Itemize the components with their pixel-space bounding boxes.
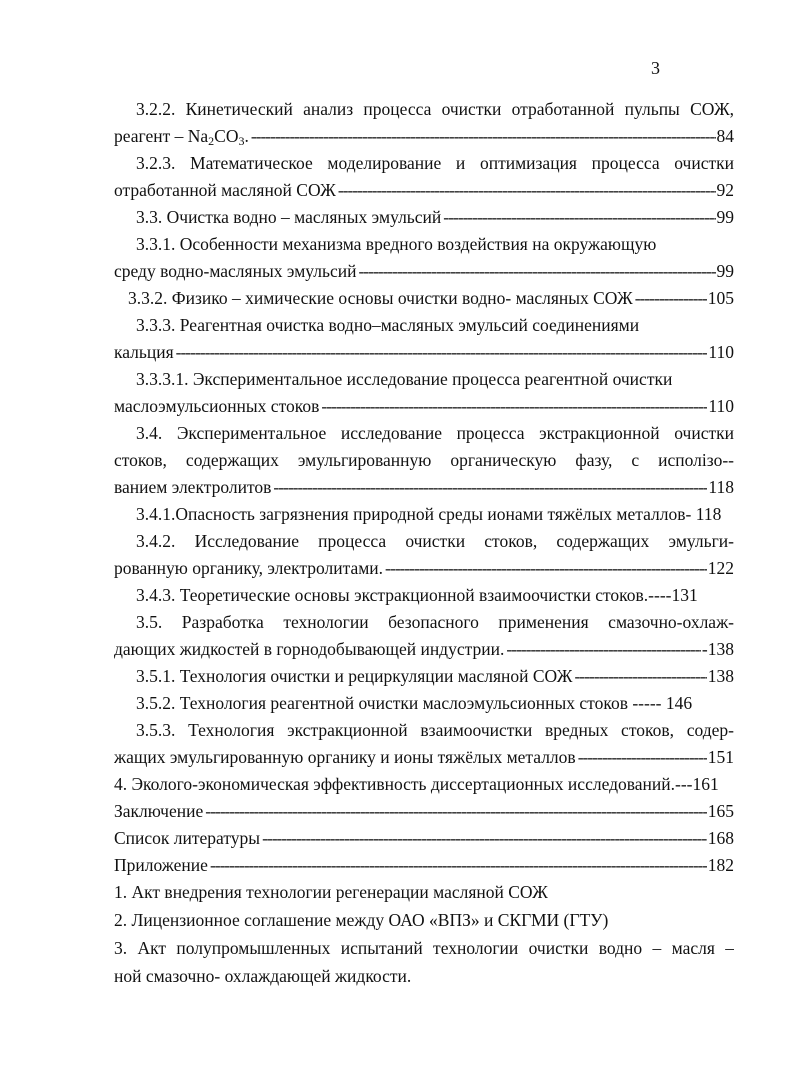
toc-entry-line — [114, 180, 734, 200]
page-number: 3 — [651, 58, 660, 78]
toc-page: 138 — [707, 666, 734, 686]
toc-entry-text: Приложение — [114, 855, 208, 875]
appendix-item: 1. Акт внедрения технологии регенерации масляной СОЖ — [114, 882, 548, 902]
toc-entry-line — [114, 774, 734, 794]
toc-entry-line — [114, 126, 734, 146]
appendix-item: ной смазочно- охлаждающей жидкости. — [114, 966, 412, 986]
toc-page: 110 — [708, 396, 734, 416]
toc-page: 84 — [716, 126, 734, 146]
toc-entry-line — [136, 693, 734, 713]
dot-leader — [273, 477, 707, 497]
toc-page: 110 — [708, 342, 734, 362]
toc-entry-line — [114, 747, 734, 767]
toc-page: 105 — [707, 288, 734, 308]
toc-entry-line: стоков, содержащих эмульгированную органическую фазу, с исполізо-- — [114, 450, 734, 470]
toc-entry-line — [114, 261, 734, 281]
toc-entry-text: реагент – $Na_2CO_3$. — [114, 126, 249, 146]
toc-entry-line: 3.5.3. Технология экстракционной взаимоочистки вредных стоков, содер- — [136, 720, 734, 740]
dot-leader — [578, 747, 707, 767]
toc-page: 165 — [707, 801, 734, 821]
toc-entry-text: 3.3. Очистка водно – масляных эмульсий — [136, 207, 442, 227]
toc-entry-text: 3.4.1.Опасность загрязнения природной среды ионами тяжёлых металлов- — [136, 504, 692, 524]
toc-entry-text: жащих эмульгированную органику и ионы тяжёлых металлов — [114, 747, 576, 767]
appendix-item: 3. Акт полупромышленных испытаний технологии очистки водно – масля – — [114, 938, 734, 958]
toc-page: 99 — [716, 261, 734, 281]
toc-entry-line: 3.2.2. Кинетический анализ процесса очистки отработанной пульпы СОЖ, — [136, 99, 734, 119]
dot-leader — [210, 855, 707, 875]
toc-entry-line — [136, 207, 734, 227]
dot-leader — [506, 639, 701, 659]
toc-page: -138 — [701, 639, 734, 659]
toc-entry-line — [114, 828, 734, 848]
toc-page: 131 — [671, 585, 698, 605]
dot-leader — [443, 207, 715, 227]
toc-page: 118 — [708, 477, 734, 497]
dot-leader — [321, 396, 707, 416]
toc-entry-line: 3.2.3. Математическое моделирование и оптимизация процесса очистки — [136, 153, 734, 173]
toc-entry-line: 3.4.2. Исследование процесса очистки стоков, содержащих эмульги- — [136, 531, 734, 551]
toc-page: 118 — [695, 504, 722, 524]
dot-leader — [635, 288, 707, 308]
toc-entry-text: маслоэмульсионных стоков — [114, 396, 320, 416]
toc-entry-line: 3.5. Разработка технологии безопасного применения смазочно-охлаж- — [136, 612, 734, 632]
toc-entry-text: кальция — [114, 342, 174, 362]
toc-entry-line — [136, 666, 734, 686]
toc-entry-text: 3.5.1. Технология очистки и рециркуляции масляной СОЖ — [136, 666, 573, 686]
toc-page: 161 — [692, 774, 719, 794]
toc-entry-line — [136, 504, 734, 524]
toc-entry-line: 3.4. Экспериментальное исследование процесса экстракционной очистки — [136, 423, 734, 443]
dot-leader — [205, 801, 707, 821]
toc-entry-line — [136, 585, 734, 605]
toc-entry-text: рованную органику, электролитами. — [114, 558, 384, 578]
dot-leader — [385, 558, 707, 578]
toc-entry-text: среду водно-масляных эмульсий — [114, 261, 357, 281]
toc-entry-text: отработанной масляной СОЖ — [114, 180, 336, 200]
toc-entry-text: ванием электролитов — [114, 477, 272, 497]
dot-leader — [574, 666, 706, 686]
toc-page: 151 — [707, 747, 734, 767]
toc-entry-line: 3.3.1. Особенности механизма вредного воздействия на окружающую — [136, 234, 657, 254]
toc-entry-line — [128, 288, 734, 308]
toc-entry-text: дающих жидкостей в горнодобывающей индустрии. — [114, 639, 505, 659]
toc-entry-text: 3.5.2. Технология реагентной очистки маслоэмульсионных стоков ----- — [136, 693, 662, 713]
toc-page: 122 — [707, 558, 734, 578]
toc-entry-line — [114, 342, 734, 362]
toc-page: 146 — [665, 693, 693, 713]
toc-entry-text: 3.4.3. Теоретические основы экстракционной взаимоочистки стоков.---- — [136, 585, 672, 605]
toc-entry-line — [114, 396, 734, 416]
toc-entry-line — [114, 558, 734, 578]
toc-page: 99 — [716, 207, 734, 227]
toc-entry-line — [114, 801, 734, 821]
dot-leader — [251, 126, 716, 146]
toc-page: 168 — [707, 828, 734, 848]
toc-entry-text: 3.3.2. Физико – химические основы очистки водно- масляных СОЖ — [128, 288, 633, 308]
toc-entry-line: 3.3.3.1. Экспериментальное исследование процесса реагентной очистки — [136, 369, 673, 389]
toc-entry-text: 4. Эколого-экономическая эффективность диссертационных исследований.--- — [114, 774, 693, 794]
toc-entry-text: Заключение — [114, 801, 204, 821]
dot-leader — [262, 828, 707, 848]
dot-leader — [358, 261, 715, 281]
toc-entry-text: Список литературы — [114, 828, 261, 848]
toc-entry-line — [114, 855, 734, 875]
toc-entry-line — [114, 477, 734, 497]
dot-leader — [176, 342, 708, 362]
dot-leader — [338, 180, 716, 200]
toc-page: 182 — [707, 855, 734, 875]
toc-entry-line: 3.3.3. Реагентная очистка водно–масляных эмульсий соединениями — [136, 315, 640, 335]
toc-entry-line — [114, 639, 734, 659]
appendix-item: 2. Лицензионное соглашение между ОАО «ВПЗ» и СКГМИ (ГТУ) — [114, 910, 609, 930]
toc-page: 92 — [716, 180, 734, 200]
